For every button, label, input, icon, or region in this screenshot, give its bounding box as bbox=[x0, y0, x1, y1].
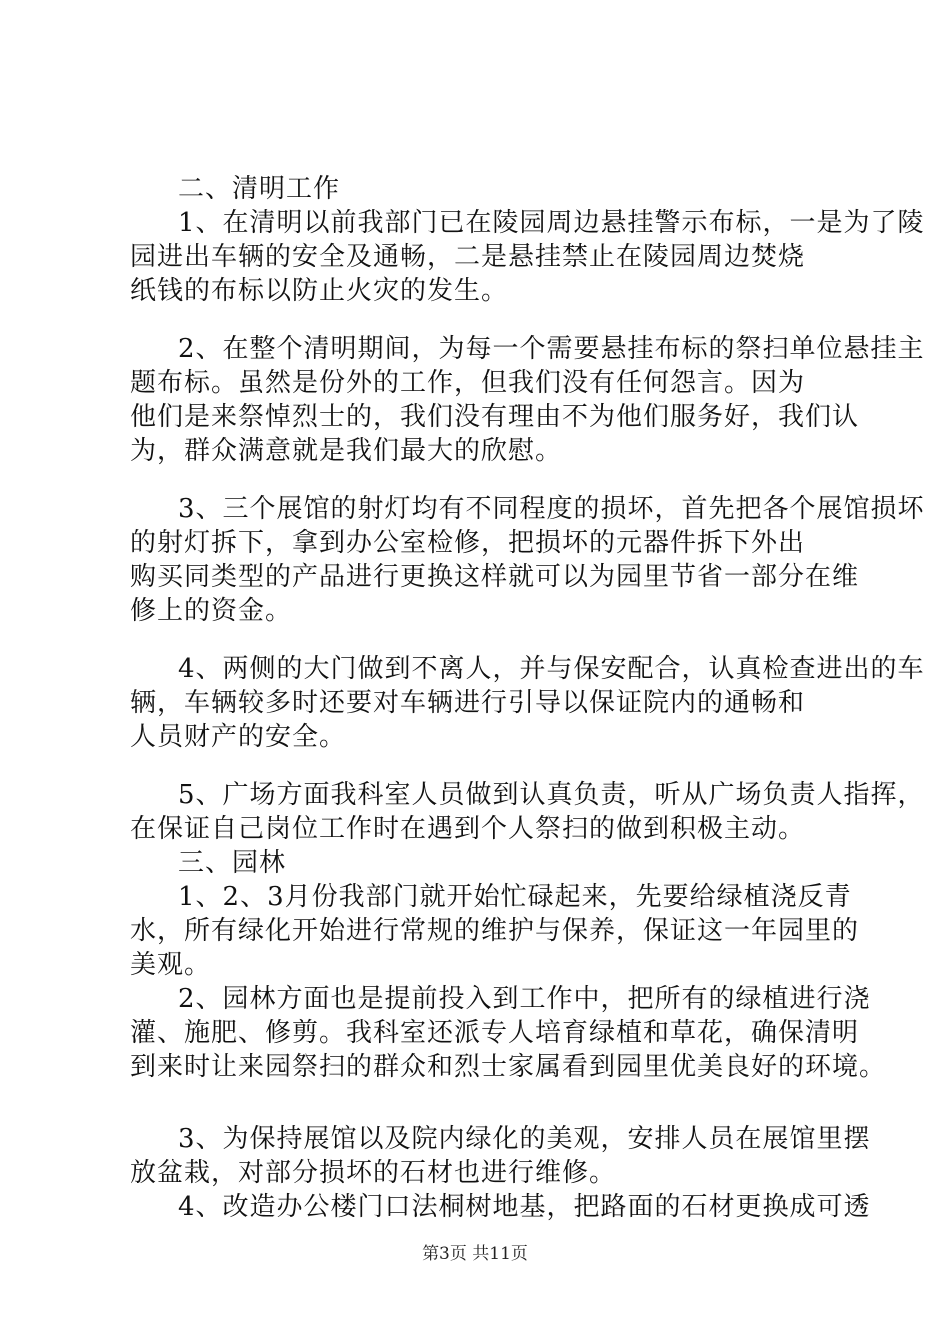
paragraph-line: 美观。 bbox=[130, 950, 212, 980]
paragraph-line: 修上的资金。 bbox=[130, 596, 293, 626]
paragraph-line: 他们是来祭悼烈士的，我们没有理由不为他们服务好，我们认 bbox=[130, 402, 860, 432]
paragraph-line: 放盆栽，对部分损坏的石材也进行维修。 bbox=[130, 1158, 617, 1188]
paragraph-line: 园进出车辆的安全及通畅，二是悬挂禁止在陵园周边焚烧 bbox=[130, 242, 806, 272]
paragraph-line: 为，群众满意就是我们最大的欣慰。 bbox=[130, 436, 563, 466]
paragraph-line: 4、改造办公楼门口法桐树地基，把路面的石材更换成可透 bbox=[178, 1192, 871, 1222]
paragraph-line: 2、在整个清明期间，为每一个需要悬挂布标的祭扫单位悬挂主 bbox=[178, 334, 925, 364]
paragraph-line: 1、2、3月份我部门就开始忙碌起来，先要给绿植浇反青 bbox=[178, 882, 852, 912]
paragraph-line: 5、广场方面我科室人员做到认真负责，听从广场负责人指挥， bbox=[178, 780, 925, 810]
paragraph-line: 3、为保持展馆以及院内绿化的美观，安排人员在展馆里摆 bbox=[178, 1124, 871, 1154]
page-number-footer: 第3页 共11页 bbox=[422, 1244, 528, 1264]
heading-yuanlin: 三、园林 bbox=[178, 848, 287, 878]
paragraph-line: 人员财产的安全。 bbox=[130, 722, 347, 752]
paragraph-line: 4、两侧的大门做到不离人，并与保安配合，认真检查进出的车 bbox=[178, 654, 925, 684]
paragraph-line: 题布标。虽然是份外的工作，但我们没有任何怨言。因为 bbox=[130, 368, 806, 398]
paragraph-line: 1、在清明以前我部门已在陵园周边悬挂警示布标，一是为了陵 bbox=[178, 208, 925, 238]
paragraph-line: 的射灯拆下，拿到办公室检修，把损坏的元器件拆下外出 bbox=[130, 528, 806, 558]
paragraph-line: 辆，车辆较多时还要对车辆进行引导以保证院内的通畅和 bbox=[130, 688, 806, 718]
paragraph-line: 灌、施肥、修剪。我科室还派专人培育绿植和草花，确保清明 bbox=[130, 1018, 860, 1048]
paragraph-line: 水，所有绿化开始进行常规的维护与保养，保证这一年园里的 bbox=[130, 916, 860, 946]
paragraph-line: 购买同类型的产品进行更换这样就可以为园里节省一部分在维 bbox=[130, 562, 860, 592]
paragraph-line: 3、三个展馆的射灯均有不同程度的损坏，首先把各个展馆损坏 bbox=[178, 494, 925, 524]
paragraph-line: 在保证自己岗位工作时在遇到个人祭扫的做到积极主动。 bbox=[130, 814, 806, 844]
paragraph-line: 到来时让来园祭扫的群众和烈士家属看到园里优美良好的环境。 bbox=[130, 1052, 887, 1082]
paragraph-line: 纸钱的布标以防止火灾的发生。 bbox=[130, 276, 509, 306]
paragraph-line: 2、园林方面也是提前投入到工作中，把所有的绿植进行浇 bbox=[178, 984, 871, 1014]
heading-qingming: 二、清明工作 bbox=[178, 174, 341, 204]
